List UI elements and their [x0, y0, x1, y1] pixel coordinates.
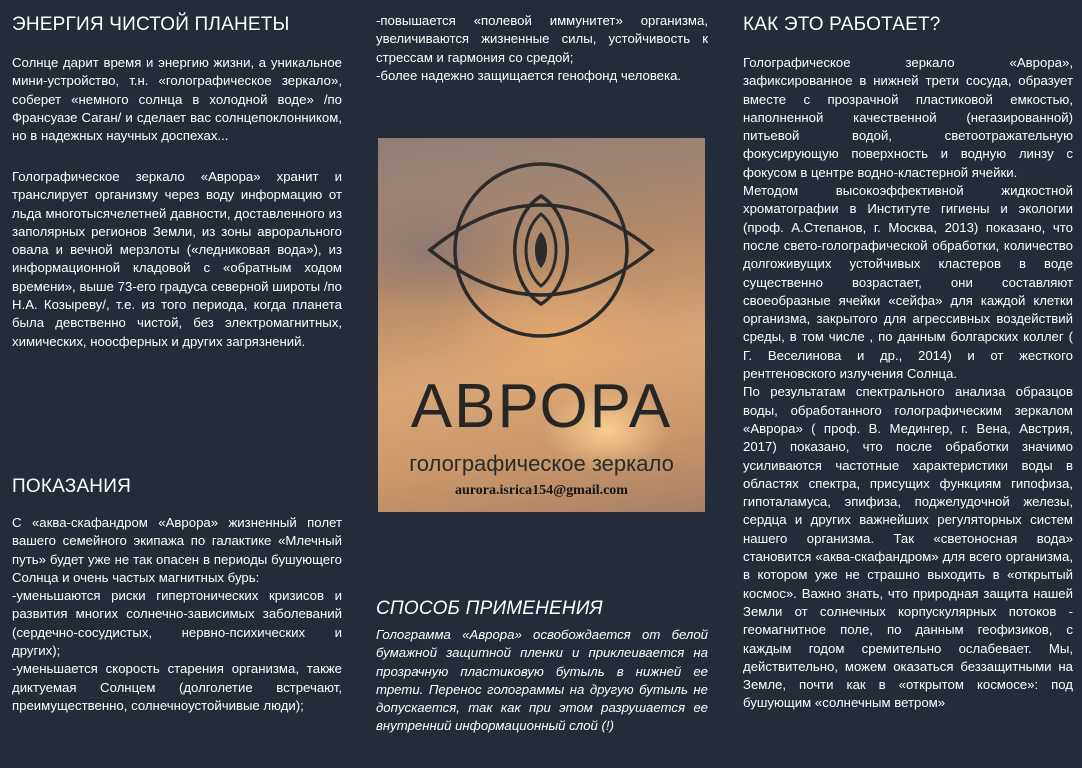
product-poster — [378, 138, 705, 512]
section-title-how-it-works: КАК ЭТО РАБОТАЕТ? — [743, 14, 941, 35]
brand-name: АВРОРА — [410, 372, 673, 441]
contact-email: aurora.isrica154@gmail.com — [455, 483, 628, 498]
indications-text: С «аква-скафандром «Аврора» жизненный полет вашего семейного экипажа по галактике «Млечный путь» будет уже не так опасен в периоды бушующего Солнца и очень частых магнитных бурь: -уменьшаются риски гипертонических кризисов и развития многих солнечно-зависимых заболеваний (сердечно-сосудистых, нервно-психических и других); -уменьшается скорость старения организма, также диктуемая Солнцем (долголетие встречают, преимущественно, солнечноустойчивые люди); — [12, 515, 342, 713]
section-title-usage: СПОСОБ ПРИМЕНЕНИЯ — [376, 598, 603, 619]
indications-continued-text: -повышается «полевой иммунитет» организма, увеличиваются жизненные силы, устойчивость к стрессам и гармония со средой; -более надежно защищается генофонд человека. — [376, 13, 708, 83]
intro-paragraph-1: Солнце дарит время и энергию жизни, а уникальное мини-устройство, т.н. «голографическое зеркало», соберет «немного солнца в холодной воде» /по Франсуазе Саган/ и сделает вас солнцепоклонником, но в надежных научных доспехах... — [12, 55, 342, 144]
intro-paragraph-2: Голографическое зеркало «Аврора» хранит и транслирует организму через воду информацию от льда многотысячелетней давности, доставленного из заполярных регионов Земли, из зоны аврорального овала и вечной мерзлоты («ледниковая вода»), из информационной кладовой с «обратным ходом времени», выше 73-его градуса северной широты /по Н.А. Козыреву/, т.е. из того периода, когда планета была девственно чистой, без электромагнитных, химических, ноосферных и других загрязнений. — [12, 169, 342, 349]
usage-text: Голограмма «Аврора» освобождается от белой бумажной защитной пленки и приклеивается на прозрачную пластиковую бутыль в нижней ее трети. Перенос голограммы на другую бутыль не допускается, так как при этом разрушается ее внутренний информационный слой (!) — [376, 627, 708, 734]
how-it-works-text: Голографическое зеркало «Аврора», зафиксированное в нижней трети сосуда, образует вместе с прозрачной пластиковой емкостью, наполненной качественной (негазированной) питьевой водой, светоотражательную фокусирующую поверхность и водную линзу с фокусом в центре водно-кластерной ячейки. Методом высокоэффективной жидкостной хроматографии в Институте гигиены и экологии (проф. А.Степанов, г. Москва, 2013) показано, что после свето-голографической обработки, количество долгоживущих устойчивых кластеров в воде существенно возрастает, они составляют своеобразные ячейки «сейфа» для каждой клетки организма, закрытого для агрессивных воздействий среды, в том числе , по данным болгарских коллег ( Г. Веселинова и др., 2014) и от жесткого рентгеновского излучения Солнца. По результатам спектрального анализа образцов воды, обработанного голографическим зеркалом «Аврора» ( проф. В. Медингер, г. Вена, Австрия, 2017) показано, что после обработки значимо усиливаются частотные характеристики воды в областях спектра, присущих функциям гипофиза, гипоталамуса, эпифиза, поджелудочной железы, сердца и других важнейших регуляторных систем нашего организма. Так «светоносная вода» становится «аква-скафандром» для всего организма, в котором уже не страшно выходить в «открытый космос». Важно знать, что природная защита нашей Земли от солнечных корпускулярных потоков - геомагнитное поле, по данным геофизиков, с каждым годом сремительно ослабевает. Мы, действительно, можем оказаться беззащитными на Земле, почти как в «открытом космосе»: под бушующим «солнечным ветром» — [743, 55, 1073, 711]
section-title-indications: ПОКАЗАНИЯ — [12, 476, 132, 497]
section-title-clean-planet-energy: ЭНЕРГИЯ ЧИСТОЙ ПЛАНЕТЫ — [12, 14, 290, 35]
brand-subtitle: голографическое зеркало — [409, 451, 674, 476]
